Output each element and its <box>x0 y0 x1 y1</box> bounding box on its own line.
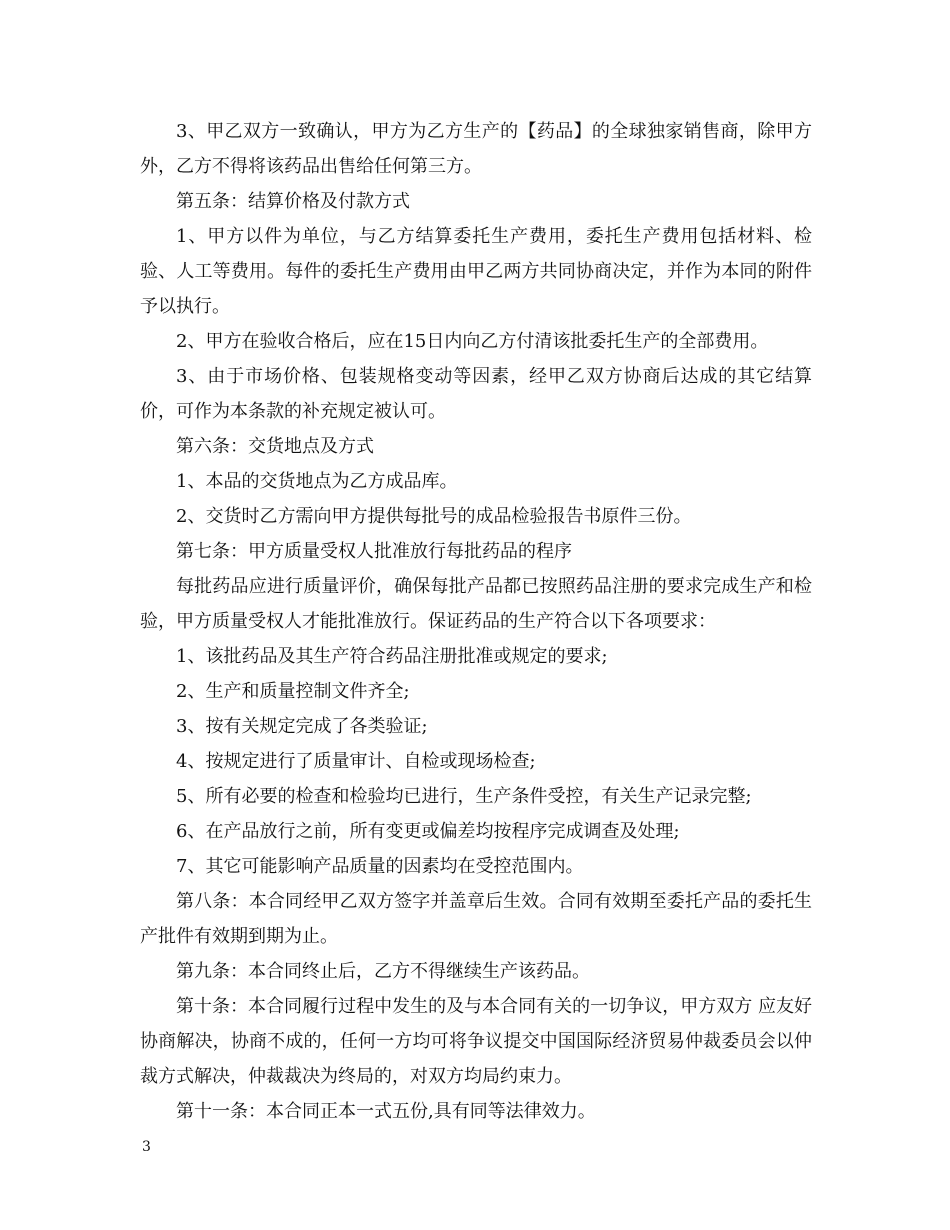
article-7-requirement-5: 5、所有必要的检查和检验均已进行，生产条件受控，有关生产记录完整; <box>176 786 752 807</box>
article-7-requirement-4: 4、按规定进行了质量审计、自检或现场检查; <box>176 751 536 772</box>
article-5-heading: 第五条：结算价格及付款方式 <box>176 191 410 212</box>
article-7-requirement-7: 7、其它可能影响产品质量的因素均在受控范围内。 <box>176 856 584 877</box>
article-6-heading: 第六条：交货地点及方式 <box>176 436 374 457</box>
article-6-item-2: 2、交货时乙方需向甲方提供每批号的成品检验报告书原件三份。 <box>176 506 692 527</box>
article-10: 第十条：本合同履行过程中发生的及与本合同有关的一切争议，甲方双方 应友好协商解决，协商不成的，任何一方均可将争议提交中国国际经济贸易仲裁委员会以仲裁方式解决，仲裁裁决为终局的，对双方均局约束力。 <box>140 996 812 1087</box>
article-11: 第十一条：本合同正本一式五份,具有同等法律效力。 <box>176 1101 596 1122</box>
article-7-requirement-6: 6、在产品放行之前，所有变更或偏差均按程序完成调查及处理; <box>176 821 680 842</box>
article-7-requirement-3: 3、按有关规定完成了各类验证; <box>176 716 428 737</box>
article-7-requirement-1: 1、该批药品及其生产符合药品注册批准或规定的要求; <box>176 646 608 667</box>
article-6-item-1: 1、本品的交货地点为乙方成品库。 <box>176 471 458 492</box>
page-number: 3 <box>142 1139 151 1155</box>
article-9: 第九条：本合同终止后，乙方不得继续生产该药品。 <box>176 961 590 982</box>
article-5-item-3: 3、由于市场价格、包装规格变动等因素，经甲乙双方协商后达成的其它结算价，可作为本条款的补充规定被认可。 <box>140 366 812 422</box>
article-7-heading: 第七条：甲方质量受权人批准放行每批药品的程序 <box>176 541 572 562</box>
article-5-item-2: 2、甲方在验收合格后，应在15日内向乙方付清该批委托生产的全部费用。 <box>176 331 769 352</box>
article-8: 第八条：本合同经甲乙双方签字并盖章后生效。合同有效期至委托产品的委托生产批件有效期到期为止。 <box>140 891 812 947</box>
article-5-item-1: 1、甲方以件为单位，与乙方结算委托生产费用，委托生产费用包括材料、检验、人工等费用。每件的委托生产费用由甲乙两方共同协商决定，并作为本同的附件予以执行。 <box>140 226 812 317</box>
clause-4-item-3: 3、甲乙双方一致确认，甲方为乙方生产的【药品】的全球独家销售商，除甲方外，乙方不得将该药品出售给任何第三方。 <box>140 121 812 177</box>
article-7-requirement-2: 2、生产和质量控制文件齐全; <box>176 681 410 702</box>
document-body <box>140 114 812 1129</box>
article-7-intro: 每批药品应进行质量评价，确保每批产品都已按照药品注册的要求完成生产和检验，甲方质量受权人才能批准放行。保证药品的生产符合以下各项要求： <box>140 576 812 632</box>
